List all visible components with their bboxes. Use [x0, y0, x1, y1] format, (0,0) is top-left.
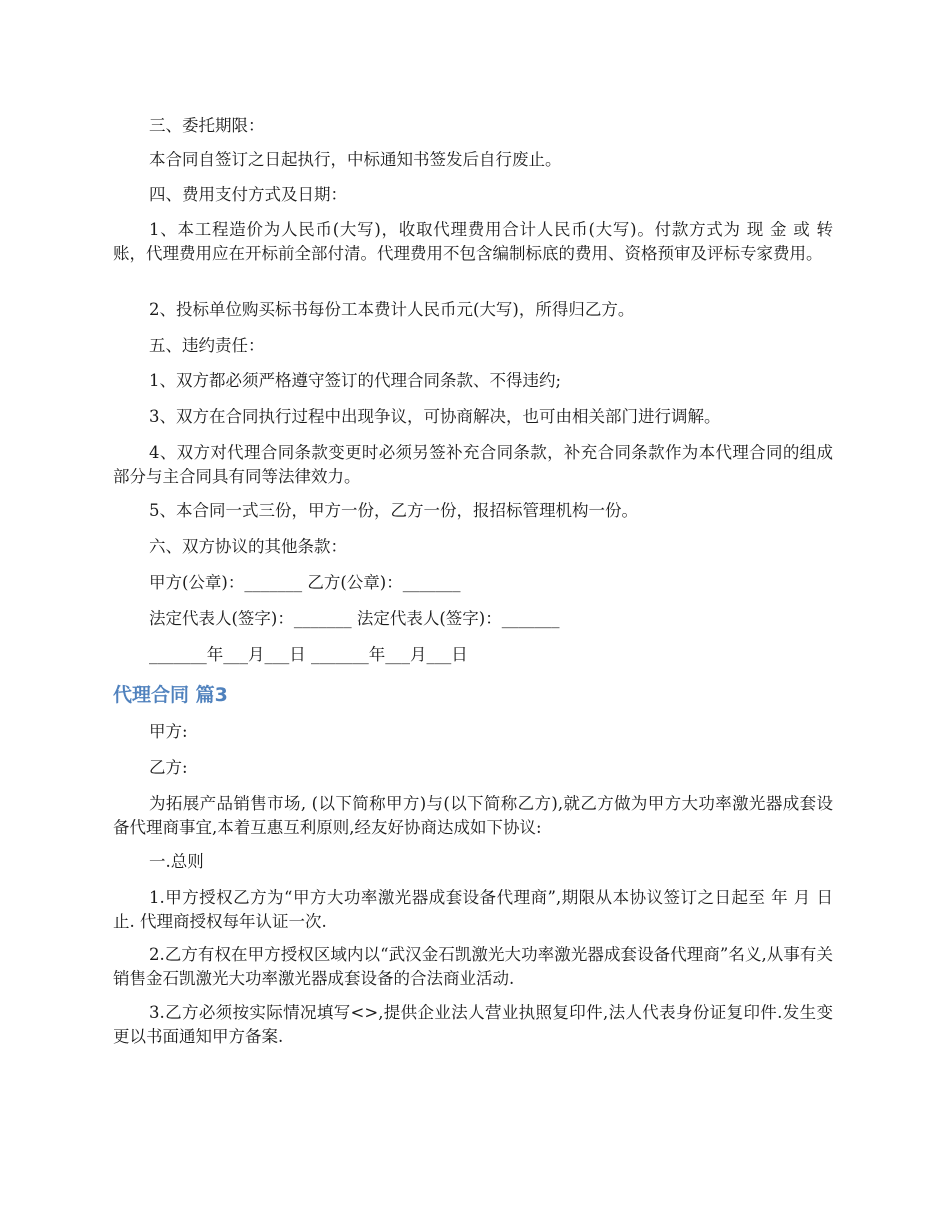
section-title-other-terms: 六、双方协议的其他条款：	[149, 537, 347, 556]
payment-clause-2: 2、投标单位购买标书每份工本费计人民币元(大写)，所得归乙方。	[149, 300, 635, 319]
term-paragraph: 本合同自签订之日起执行，中标通知书签发后自行废止。	[149, 150, 562, 169]
general-clause-1: 1.甲方授权乙方为“甲方大功率激光器成套设备代理商”,期限从本协议签订之日起至 年 月 日止. 代理商授权每年认证一次.	[113, 888, 833, 931]
section-heading: 代理合同 篇3	[113, 684, 228, 706]
section-title-term: 三、委托期限：	[149, 116, 265, 135]
general-title: 一.总则	[149, 852, 204, 871]
liability-clause-3: 3、双方在合同执行过程中出现争议，可协商解决，也可由相关部门进行调解。	[149, 407, 721, 426]
party-a-line: 甲方:	[149, 722, 188, 741]
liability-clause-5: 5、本合同一式三份，甲方一份，乙方一份，报招标管理机构一份。	[149, 501, 638, 520]
signature-seal-line: 甲方(公章)：_______ 乙方(公章)：_______	[149, 573, 461, 592]
payment-clause-1: 1、本工程造价为人民币(大写)，收取代理费用合计人民币(大写)。付款方式为 现 金 或 转 账，代理费用应在开标前全部付清。代理费用不包含编制标底的费用、资格预审及评标专家费用。	[113, 220, 833, 263]
general-clause-3: 3.乙方必须按实际情况填写<>,提供企业法人营业执照复印件,法人代表身份证复印件.发生变更以书面通知甲方备案.	[113, 1003, 833, 1046]
signature-date-line: _______年___月___日 _______年___月___日	[149, 645, 468, 664]
signature-representative-line: 法定代表人(签字)：_______ 法定代表人(签字)：_______	[149, 609, 560, 628]
intro-paragraph: 为拓展产品销售市场, (以下简称甲方)与(以下简称乙方),就乙方做为甲方大功率激光器成套设备代理商事宜,本着互惠互利原则,经友好协商达成如下协议:	[113, 794, 833, 837]
section-title-liability: 五、违约责任：	[149, 336, 265, 355]
section-title-payment: 四、费用支付方式及日期：	[149, 185, 347, 204]
liability-clause-4: 4、双方对代理合同条款变更时必须另签补充合同条款，补充合同条款作为本代理合同的组成部分与主合同具有同等法律效力。	[113, 443, 833, 486]
general-clause-2: 2.乙方有权在甲方授权区域内以“武汉金石凯激光大功率激光器成套设备代理商”名义,从事有关销售金石凯激光大功率激光器成套设备的合法商业活动.	[113, 945, 833, 988]
liability-clause-1: 1、双方都必须严格遵守签订的代理合同条款、不得违约;	[149, 371, 562, 390]
party-b-line: 乙方:	[149, 758, 188, 777]
